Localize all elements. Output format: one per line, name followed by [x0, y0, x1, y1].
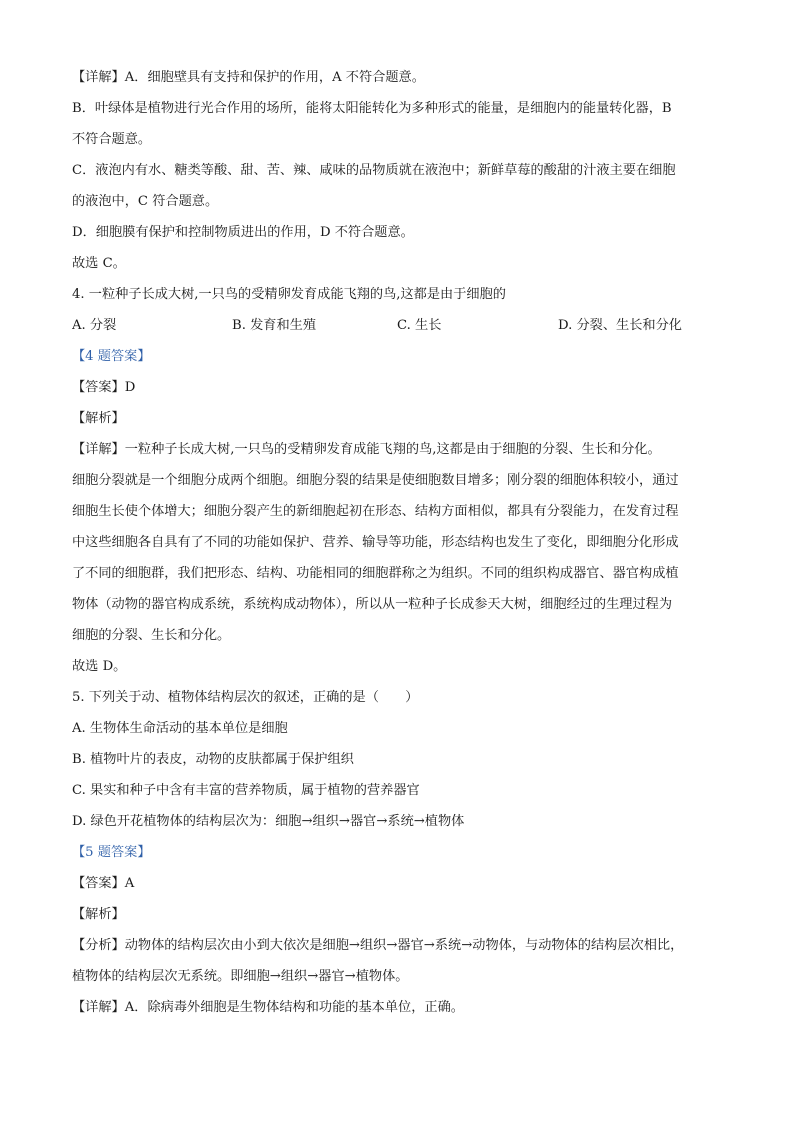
q5-answer: 【答案】A — [72, 876, 135, 891]
q4-detail-3: 细胞生长使个体增大；细胞分裂产生的新细胞起初在形态、结构方面相似，都具有分裂能力，在发育过程 — [72, 504, 679, 519]
q3-detail-c-cont: 的液泡中，C 符合题意。 — [72, 194, 219, 209]
q4-detail-4: 中这些细胞各自具有了不同的功能如保护、营养、输导等功能，形态结构也发生了变化，即细胞分化形成 — [72, 535, 679, 550]
q5-option-a: A. 生物体生命活动的基本单位是细胞 — [72, 721, 288, 736]
q4-option-a: A. 分裂 — [72, 318, 117, 333]
q5-answer-heading: 【5 题答案】 — [72, 845, 151, 860]
q4-answer-heading: 【4 题答案】 — [72, 349, 151, 364]
q5-analysis-heading: 【解析】 — [72, 907, 125, 922]
q5-analysis-2: 植物体的结构层次无系统。即细胞→组织→器官→植物体。 — [72, 969, 409, 984]
q4-stem: 4. 一粒种子长成大树,一只鸟的受精卵发育成能飞翔的鸟,这都是由于细胞的 — [72, 287, 506, 302]
q5-analysis-1: 【分析】动物体的结构层次由小到大依次是细胞→组织→器官→系统→动物体，与动物体的结构层次相比， — [72, 938, 684, 953]
q4-analysis-heading: 【解析】 — [72, 411, 125, 426]
q4-options — [72, 310, 732, 341]
q4-detail-1: 【详解】一粒种子长成大树,一只鸟的受精卵发育成能飞翔的鸟,这都是由于细胞的分裂、生长和分化。 — [72, 442, 661, 457]
document-page — [72, 62, 732, 1023]
q3-detail-c: C．液泡内有水、糖类等酸、甜、苦、辣、咸味的品物质就在液泡中；新鲜草莓的酸甜的汁液主要在细胞 — [72, 163, 676, 178]
q3-detail-d: D．细胞膜有保护和控制物质进出的作用，D 不符合题意。 — [72, 225, 414, 240]
q5-stem: 5. 下列关于动、植物体结构层次的叙述，正确的是（ ） — [72, 690, 419, 705]
q5-option-c: C. 果实和种子中含有丰富的营养物质，属于植物的营养器官 — [72, 783, 420, 798]
q4-option-b: B. 发育和生殖 — [232, 318, 317, 333]
q4-choice: 故选 D。 — [72, 659, 127, 674]
q3-choice: 故选 C。 — [72, 256, 126, 271]
q4-option-c: C. 生长 — [397, 318, 442, 333]
q3-detail-b-cont: 不符合题意。 — [72, 132, 152, 147]
q4-detail-2: 细胞分裂就是一个细胞分成两个细胞。细胞分裂的结果是使细胞数目增多；刚分裂的细胞体积较小，通过 — [72, 473, 679, 488]
q5-option-b: B. 植物叶片的表皮，动物的皮肤都属于保护组织 — [72, 752, 354, 767]
q3-detail-a: 【详解】A．细胞壁具有支持和保护的作用，A 不符合题意。 — [72, 70, 425, 85]
q4-answer: 【答案】D — [72, 380, 136, 395]
q3-detail-b: B．叶绿体是植物进行光合作用的场所，能将太阳能转化为多种形式的能量，是细胞内的能量转化器，B — [72, 101, 672, 116]
q4-detail-5: 了不同的细胞群，我们把形态、结构、功能相同的细胞群称之为组织。不同的组织构成器官、器官构成植 — [72, 566, 679, 581]
q5-option-d: D. 绿色开花植物体的结构层次为：细胞→组织→器官→系统→植物体 — [72, 814, 465, 829]
q5-detail-1: 【详解】A．除病毒外细胞是生物体结构和功能的基本单位，正确。 — [72, 1000, 464, 1015]
q4-option-d: D. 分裂、生长和分化 — [558, 318, 682, 333]
q4-detail-6: 物体（动物的器官构成系统，系统构成动物体），所以从一粒种子长成参天大树，细胞经过的生理过程为 — [72, 597, 673, 612]
q4-detail-7: 细胞的分裂、生长和分化。 — [72, 628, 231, 643]
